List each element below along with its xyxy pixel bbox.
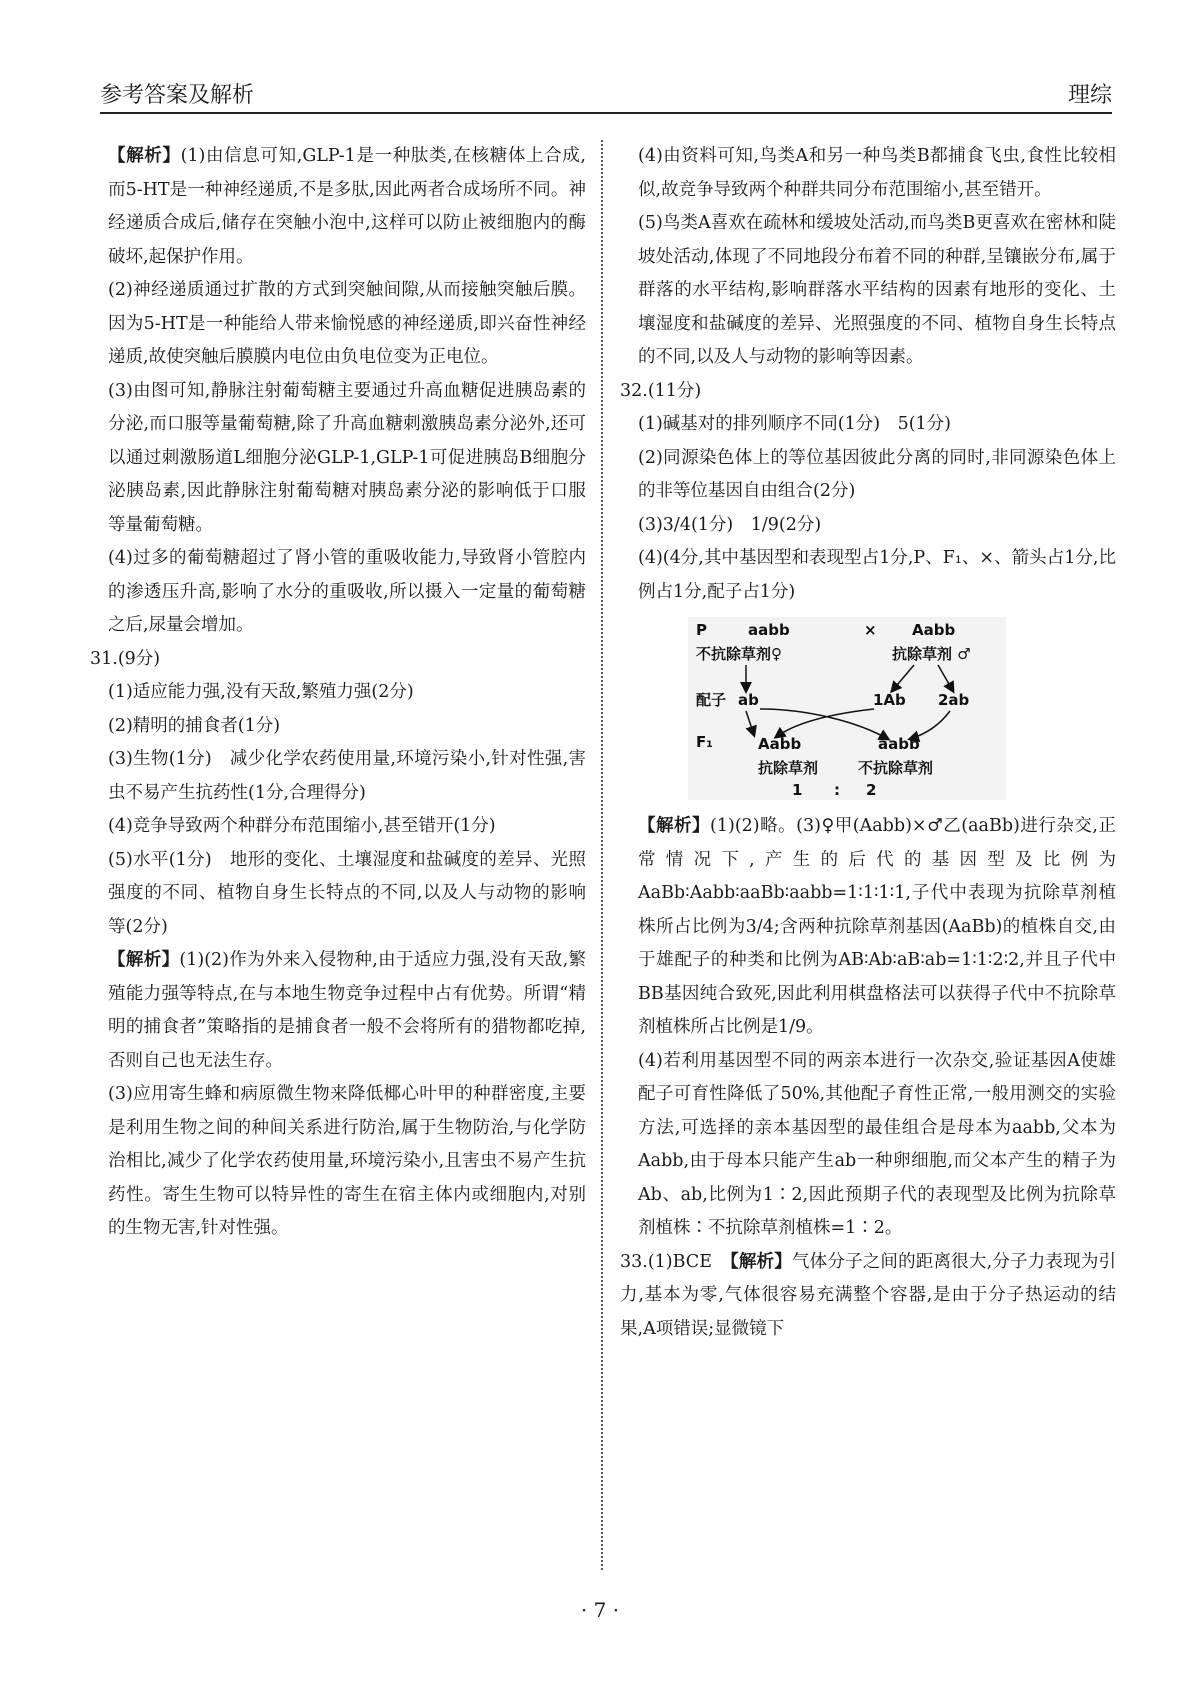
gamete-ab: ab — [738, 691, 759, 709]
paragraph-text: 气体分子之间的距离很大,分子力表现为引力,基本为零,气体很容易充满整个容器,是由于分子热运动的结果,A项错误;显微镜下 — [620, 1251, 1117, 1339]
page-header — [100, 70, 1112, 110]
analysis-label: 【解析】 — [638, 816, 711, 836]
gamete-2ab: 2ab — [938, 691, 970, 709]
paragraph: (3)应用寄生蜂和病原微生物来降低椰心叶甲的种群密度,主要是利用生物之间的种间关系进行防治,属于生物防治,与化学防治相比,减少了化学农药使用量,环境污染小,且害虫不易产生抗药性。寄生生物可以特异性的寄生在宿主体内或细胞内,对别的生物无害,针对性强。 — [108, 1084, 586, 1238]
analysis-label: 【解析】 — [729, 1251, 792, 1272]
child2-phenotype: 不抗除草剂 — [858, 759, 934, 777]
left-column — [90, 140, 586, 1246]
ratio-separator: : — [834, 781, 840, 799]
paragraph: (3)由图可知,静脉注射葡萄糖主要通过升高血糖促进胰岛素的分泌,而口服等量葡萄糖,除了升高血糖刺激胰岛素分泌外,还可以通过刺激肠道L细胞分泌GLP-1,GLP-1可促进胰岛B细胞分泌胰岛素,因此静脉注射葡萄糖对胰岛素分泌的影响低于口服等量葡萄糖。 — [108, 380, 586, 535]
answer-line: (2)精明的捕食者(1分) — [108, 715, 281, 736]
paragraph — [620, 1246, 1116, 1347]
paragraph: (4)由资料可知,鸟类A和另一种鸟类B都捕食飞虫,食性比较相似,故竞争导致两个种群共同分布范围缩小,甚至错开。 — [638, 146, 1116, 200]
child1-genotype: Aabb — [758, 735, 802, 753]
page-number: · 7 · — [580, 1598, 620, 1622]
answer-line: (2)同源染色体上的等位基因彼此分离的同时,非同源染色体上的非等位基因自由组合(2分) — [638, 447, 1116, 501]
answer-line: (4)(4分,其中基因型和表现型占1分,P、F₁、×、箭头占1分,比例占1分,配子占1分) — [638, 548, 1116, 602]
paragraph-text: (1)(2)略。(3)♀甲(Aabb)×♂乙(aaBb)进行杂交,正常情况下,产生的后代的基因型及比例为AaBb∶Aabb∶aaBb∶aabb=1∶1∶1∶1,子代中表现为抗除草剂植株所占比例为3/4;含两种抗除草剂基因(AaBb)的植株自交,由于雄配子的种类和比例为AB∶Ab∶aB∶ab=1∶1∶2∶2,并且子代中BB基因纯合致死,因此利用棋盘格法可以获得子代中不抗除草剂植株所占比例是1/9。 — [638, 816, 1116, 1037]
paragraph: (4)过多的葡萄糖超过了肾小管的重吸收能力,导致肾小管腔内的渗透压升高,影响了水分的重吸收,所以摄入一定量的葡萄糖之后,尿量会增加。 — [108, 548, 586, 635]
paragraph-text: (1)(2)作为外来入侵物种,由于适应力强,没有天敌,繁殖能力强等特点,在与本地生物竞争过程中占有优势。所谓“精明的捕食者”策略指的是捕食者一般不会将所有的猎物都吃掉,否则自己也无法生存。 — [108, 950, 586, 1071]
paragraph: (2)神经递质通过扩散的方式到突触间隙,从而接触突触后膜。因为5-HT是一种能给人带来愉悦感的神经递质,即兴奋性神经递质,故使突触后膜膜内电位由负电位变为正电位。 — [108, 280, 586, 367]
gamete-label: 配子 — [696, 691, 727, 709]
analysis-label: 【解析】 — [108, 146, 181, 166]
paragraph: (4)若利用基因型不同的两亲本进行一次杂交,验证基因A使雄配子可育性降低了50%,其他配子育性正常,一般用测交的实验方法,可选择的亲本基因型的最佳组合是母本为aabb,父本为Aabb,由于母本只能产生ab一种卵细胞,而父本产生的精子为Ab、ab,比例为1∶2,因此预期子代的表现型及比例为抗除草剂植株∶不抗除草剂植株=1∶2。 — [638, 1050, 1116, 1238]
answer-line: (3)生物(1分) 减少化学农药使用量,环境污染小,针对性强,害虫不易产生抗药性(1分,合理得分) — [108, 749, 586, 803]
header-rule — [100, 112, 1112, 114]
paragraph: (5)鸟类A喜欢在疏林和缓坡处活动,而鸟类B更喜欢在密林和陡坡处活动,体现了不同地段分布着不同的种群,呈镶嵌分布,属于群落的水平结构,影响群落水平结构的因素有地形的变化、土壤湿度和盐碱度的差异、光照强度的不同、植物自身生长特点的不同,以及人与动物的影响等因素。 — [638, 213, 1116, 367]
question-number: 32.(11分) — [620, 380, 702, 401]
right-column — [620, 140, 1117, 1346]
answer-line: (4)竞争导致两个种群分布范围缩小,甚至错开(1分) — [108, 816, 496, 836]
genetic-cross-diagram — [688, 617, 1006, 800]
paragraph-text: (1)由信息可知,GLP-1是一种肽类,在核糖体上合成,而5-HT是一种神经递质,不是多肽,因此两者合成场所不同。神经递质合成后,储存在突触小泡中,这样可以防止被细胞内的酶破坏,起保护作用。 — [108, 146, 586, 267]
gamete-1Ab: 1Ab — [873, 691, 906, 709]
ratio-value: 1 — [792, 781, 803, 799]
child2-genotype: aabb — [878, 735, 920, 753]
answer-line: (1)适应能力强,没有天敌,繁殖力强(2分) — [108, 682, 414, 702]
header-left-title: 参考答案及解析 — [100, 83, 255, 108]
paragraph — [108, 140, 586, 274]
header-subject: 理综 — [1067, 83, 1112, 108]
answer-line: (3)3/4(1分) 1/9(2分) — [638, 514, 822, 535]
column-divider — [601, 140, 603, 1570]
question-number: 33.(1)BCE — [620, 1251, 730, 1272]
child1-phenotype: 抗除草剂 — [758, 759, 819, 777]
parent1-genotype: aabb — [748, 621, 790, 639]
parent2-genotype: Aabb — [912, 621, 956, 639]
answer-line: (1)碱基对的排列顺序不同(1分) 5(1分) — [638, 414, 951, 434]
ratio-value: 2 — [866, 781, 877, 799]
parent1-phenotype: 不抗除草剂♀ — [696, 645, 782, 663]
question-number: 31.(9分) — [90, 648, 161, 669]
parent2-phenotype: 抗除草剂 ♂ — [892, 645, 971, 663]
answer-line: (5)水平(1分) 地形的变化、土壤湿度和盐碱度的差异、光照强度的不同、植物自身生长特点的不同,以及人与动物的影响等(2分) — [108, 849, 586, 937]
f1-label: F₁ — [696, 733, 713, 751]
p-label: P — [696, 621, 707, 639]
paragraph — [638, 810, 1116, 1045]
paragraph — [108, 944, 586, 1078]
cross-symbol: × — [864, 621, 877, 639]
analysis-label: 【解析】 — [108, 950, 180, 970]
